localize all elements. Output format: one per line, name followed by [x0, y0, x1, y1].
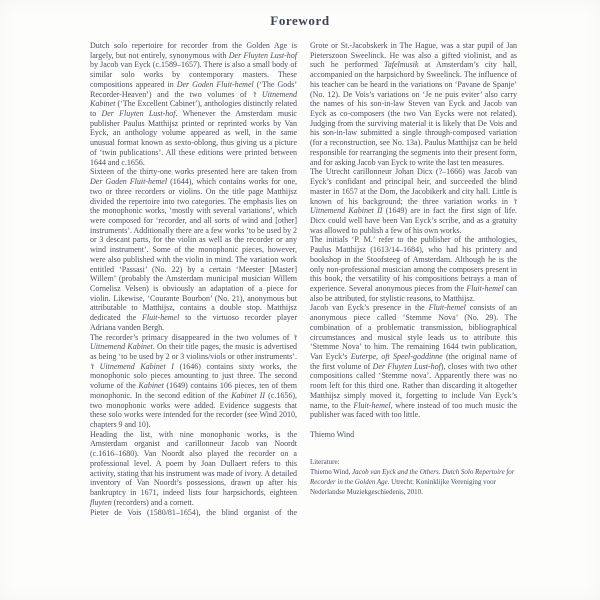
paragraph-matthijsz: The initials ‘P. M.’ refer to the publisher of the anthologies, Paulus Matthijsz (1613/14–1684), who had his printery and bookshop in the Stoofsteeg of Amsterdam. Although he is the only non-professional musician among the composers present in this book, the versatility of his compositions betrays a man of experience. Several anonymous pieces from the Fluit-hemel can also be attributed, for stylistic reasons, to Matthijsz.	[310, 235, 517, 303]
paragraph-de-vois-start: Pieter de Vois (1580/81–1654), the blind organist of the	[90, 507, 297, 517]
literature-heading: Literature:	[310, 457, 340, 466]
literature-entry: Thiemo Wind, Jacob van Eyck and the Others. Dutch Solo Repertoire for Recorder in the Golden Age. Utrecht: Koninklijke Vereniging voor Nederlandse Muziekgeschiedenis, 2010.	[310, 467, 515, 497]
paragraph-de-vois-continued: Grote or St.-Jacobskerk in The Hague, was a star pupil of Jan Pieterszoon Sweelinck. He was also a gifted violinist, and as such he performed Tafelmusik at Amsterdam’s city hall, accompanied on the harpsichord by Sweelinck. The influence of his teacher can be heard in the variations on ‘Pavane de Spanje’ (No. 12). De Vois’s variations on ‘Je ne puis eviter’ also carry the names of his son-in-law Steven van Eyck and Jacob van Eyck as co-composers (the two Van Eycks were not related). Judging from the surviving material it is likely that De Vois and his son-in-law submitted a single through-composed variation (for a reconstruction, see No. 13a). Paulus Matthijsz can be held responsible for rearranging the segments into their present form, and for asking Jacob van Eyck to write the last ten measures.	[310, 41, 518, 167]
paragraph-dicx: The Utrecht carillonneur Johan Dicx (?–1666) was Jacob van Eyck’s confidant and principal heir, and succeeded the blind master in 1657 at the Dom, the Jacobikerk and city hall. Little is known of his background; the three variation works in ’t Uitnemend Kabinet II (1649) are in fact the first sign of life. Dicx could well have been Van Eyck’s scribe, and as a gratuity was allowed to publish a few of his own works.	[310, 167, 517, 235]
paragraph-fluit-hemel-contents: Sixteen of the thirty-one works presented here are taken from Der Goden Fluit-hemel (1644), which contains works for one, two or three recorders or violins. On the title page Matthijsz divided the repertoire into two categories. The emphasis lies on the monophonic works, ‘mostly with several variations’, which were composed for ‘recorder, and all sorts of wind and [other] instruments’. Additionally there are a few works ‘to be used by 2 or 3 descant parts, for the violin as well as the recorder or any wind instrument’. Some of the monophonic pieces, however, were also published with the violin in mind. The variation work entitled ‘Passasi’ (No. 22) by a certain ‘Meester [Master] Willem’ (probably the Amsterdam municipal musician Willem Cornelisz Velsen) is obviously an adaptation of a piece for violin. Likewise, ‘Courante Bourbon’ (No. 21), anonymous but attributable to Matthijsz, contains a double stop. Matthijsz dedicated the Fluit-hemel to the virtuoso recorder player Adriana vanden Bergh.	[90, 167, 298, 332]
paragraph-stemme-nova: Jacob van Eyck’s presence in the Fluit-hemel consists of an anonymous piece called ‘Stemme Nova’ (No. 29). The combination of a problematic transmission, bibliographical circumstances and musical style leads us to attribute this ‘Stemme Nova’ to him. The remaining 1644 twin publication, Van Eyck’s Euterpe, oft Speel-goddinne (the original name of the first volume of Der Fluyten Lust-hof), closes with two other compositions called ‘Stemme nova’. Apparently there was no room left for this third one. Rather than discarding it altogether Matthijsz simply moved it, forgetting to include Van Eyck’s name, to the Fluit-hemel, where instead of too much music the publisher was faced with too little.	[310, 303, 518, 420]
right-column	[310, 41, 517, 517]
page-title: Foreword	[270, 13, 330, 28]
author-signature: Thiemo Wind	[310, 430, 355, 440]
left-column	[90, 41, 297, 517]
text-block	[90, 41, 517, 517]
paragraph-kabinet: The recorder’s primacy disappeared in the two volumes of ’t Uitnemend Kabinet. On their title pages, the music is advertised as being ‘to be used by 2 or 3 violins/viols or other instruments’. ’t Uitnemend Kabinet I (1646) contains sixty works, the monophonic solo pieces amounting to just three. The second volume of the Kabinet (1649) contains 106 pieces, ten of them monophonic. In the second edition of the Kabinet II (c.1656), two monophonic works were added. Evidence suggests that these solo works were intended for the recorder (see Wind 2010, chapters 9 and 10).	[90, 332, 298, 430]
paragraph-intro: Dutch solo repertoire for recorder from the Golden Age is largely, but not entirely, synonymous with Der Fluyten Lust-hof by Jacob van Eyck (c.1589–1657). There is also a small body of similar solo works by contemporary masters. These compositions appeared in Der Goden Fluit-hemel (‘The Gods’ Recorder-Heaven’) and the two volumes of ’t Uitnemend Kabinet (‘The Excellent Cabinet’), anthologies distinctly related to Der Fluyten Lust-hof. Whenever the Amsterdam music publisher Paulus Matthijsz printed or reprinted works by Van Eyck, an anthology volume appeared as well, in the same unusual format known as sexto-oblong, thus giving us a picture of ‘twin publications’. All these editions were printed between 1644 and c.1656.	[90, 41, 298, 167]
paragraph-van-noordt: Heading the list, with nine monophonic works, is the Amsterdam organist and carillonneur Jacob van Noordt (c.1616–1680). Van Noordt also played the recorder on a professional level. A poem by Joan Dullaert refers to this activity, stating that his instrument was made of ivory. A detailed inventory of Van Noordt’s possessions, drawn up after his bankruptcy in 1671, indeed lists four harpsichords, eighteen fluyten (recorders) and a cornett.	[90, 429, 297, 507]
